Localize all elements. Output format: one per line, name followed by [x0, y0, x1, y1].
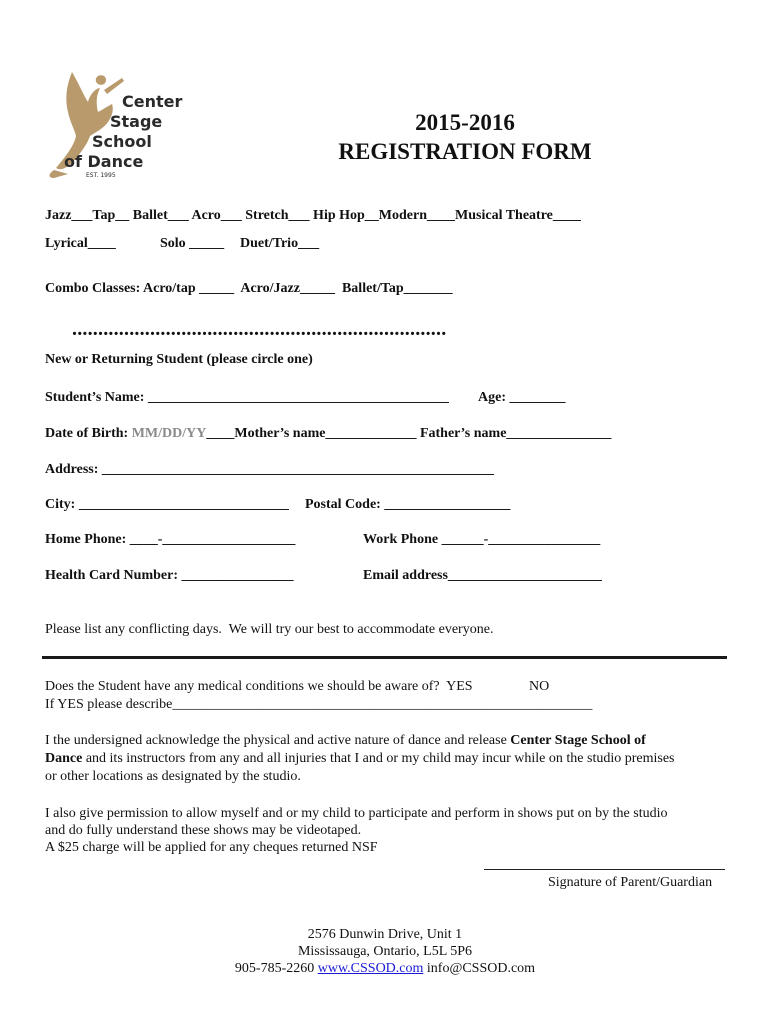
section-divider — [42, 656, 727, 659]
permission-line-1: I also give permission to allow myself and or my child to participate and perform in shows put on by the studio — [45, 806, 668, 821]
class-lyrical[interactable]: Lyrical____ — [45, 236, 116, 251]
logo-line-of-dance: of Dance — [64, 152, 144, 171]
mother-name-field[interactable]: _____________ — [325, 426, 417, 441]
logo-est: EST. 1995 — [86, 172, 116, 179]
footer-phone: 905-785-2260 — [234, 961, 315, 976]
home-phone-field[interactable]: Home Phone: ____-___________________ — [45, 532, 296, 547]
email-field[interactable]: Email address______________________ — [363, 568, 602, 583]
health-card-field[interactable]: Health Card Number: ________________ — [45, 568, 294, 583]
footer-email[interactable]: info@CSSOD.com — [426, 961, 536, 976]
logo-line-stage: Stage — [110, 112, 163, 131]
dob-label: Date of Birth: — [45, 426, 132, 441]
medical-no-option[interactable]: NO — [529, 679, 550, 694]
class-solo[interactable]: Solo _____ — [160, 236, 225, 251]
logo-line-center: Center — [122, 92, 183, 111]
signature-line[interactable] — [484, 869, 725, 870]
medical-describe-field[interactable]: If YES please describe____________________________________________________________ — [45, 697, 593, 712]
age-field[interactable]: Age: ________ — [478, 390, 566, 405]
city-field[interactable]: City: ______________________________ — [45, 497, 289, 512]
footer-website-link[interactable]: www.CSSOD.com — [317, 961, 424, 976]
footer-address-1: 2576 Dunwin Drive, Unit 1 — [307, 927, 463, 942]
medical-question[interactable]: Does the Student have any medical conditions we should be aware of? YES — [45, 679, 473, 694]
waiver-line-1 — [45, 733, 646, 749]
waiver-text-2: and its instructors from any and all injuries that I and or my child may incur while on the studio premises — [82, 751, 675, 766]
mother-label: Mother’s name — [234, 426, 326, 441]
dob-field[interactable] — [45, 426, 611, 442]
waiver-line-2 — [45, 751, 674, 767]
conflicting-days-note: Please list any conflicting days. We will try our best to accommodate everyone. — [45, 622, 494, 637]
waiver-text-1: I the undersigned acknowledge the physical and active nature of dance and release — [45, 733, 511, 748]
new-returning-label[interactable]: New or Returning Student (please circle one) — [45, 352, 313, 367]
nsf-charge-note: A $25 charge will be applied for any cheques returned NSF — [45, 840, 378, 855]
waiver-school-name-2: Dance — [45, 751, 83, 766]
student-name-field[interactable]: Student’s Name: ___________________________________________ — [45, 390, 449, 405]
class-options-row[interactable]: Jazz___Tap__ Ballet___ Acro___ Stretch___ Hip Hop__Modern____Musical Theatre____ — [45, 208, 581, 223]
form-title: REGISTRATION FORM — [338, 139, 592, 164]
waiver-school-name-1: Center Stage School of — [510, 733, 646, 748]
dotted-divider: ........................................................................ — [72, 318, 447, 340]
combo-classes[interactable]: Combo Classes: Acro/tap _____ Acro/Jazz_____ Ballet/Tap_______ — [45, 281, 453, 296]
dob-placeholder: MM/DD/YY — [131, 426, 207, 441]
logo-line-school: School — [92, 132, 152, 151]
signature-label: Signature of Parent/Guardian — [548, 875, 713, 890]
work-phone-field[interactable]: Work Phone ______-________________ — [363, 532, 601, 547]
father-name-field[interactable]: _______________ — [506, 426, 612, 441]
permission-line-2: and do fully understand these shows may be videotaped. — [45, 823, 362, 838]
footer-address-2: Mississauga, Ontario, L5L 5P6 — [297, 944, 473, 959]
dob-line: ____ — [206, 426, 235, 441]
form-year: 2015-2016 — [415, 110, 515, 135]
waiver-line-3: or other locations as designated by the studio. — [45, 769, 301, 784]
address-field[interactable]: Address: ________________________________________________________ — [45, 462, 494, 477]
class-duet-trio[interactable]: Duet/Trio___ — [240, 236, 320, 251]
footer-contact — [0, 961, 770, 977]
school-logo — [44, 66, 184, 186]
postal-code-field[interactable]: Postal Code: __________________ — [305, 497, 511, 512]
father-label: Father’s name — [416, 426, 507, 441]
